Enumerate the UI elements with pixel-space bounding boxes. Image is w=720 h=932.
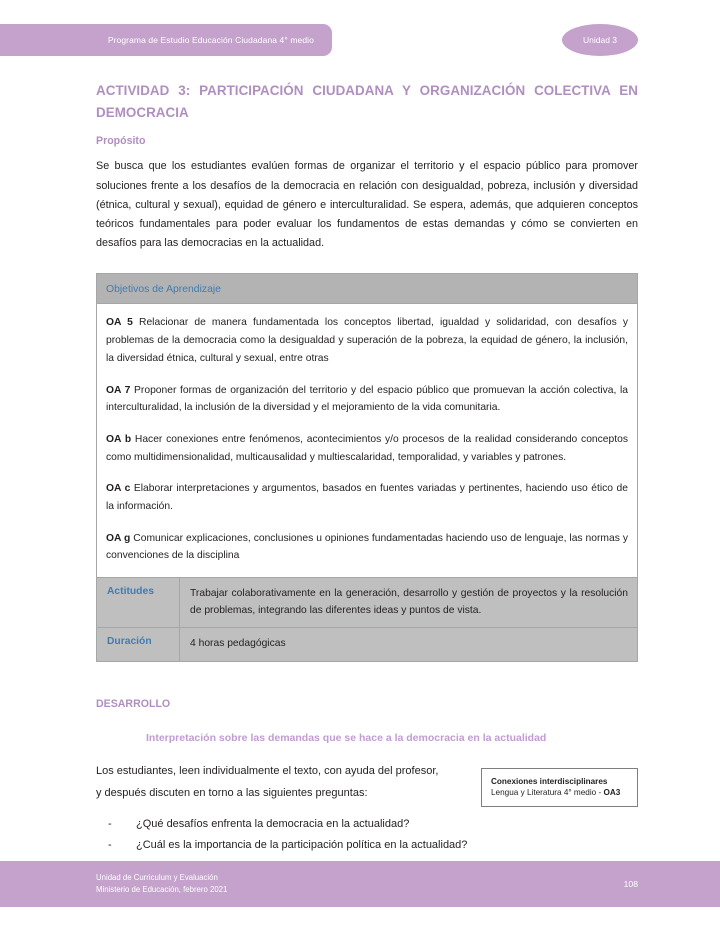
objective-item: [106, 382, 628, 417]
bullet-dash: -: [108, 817, 112, 830]
document-content: [96, 80, 638, 856]
objective-text: Elaborar interpretaciones y argumentos, basados en fuentes variadas y pertinentes, haciendo uso ético de la información.: [106, 483, 628, 513]
development-body: [96, 760, 638, 857]
actitudes-label: Actitudes: [97, 578, 180, 627]
connections-box: [481, 768, 638, 807]
objective-text: Hacer conexiones entre fenómenos, acontecimientos y/o procesos de la realidad considerando conceptos como multidimensionalidad, multicausalidad y multiescalaridad, temporalidad, y variables y patrones.: [106, 433, 628, 463]
footer-line-1: Unidad de Curriculum y Evaluación: [96, 872, 218, 882]
table-row-duracion: [97, 627, 637, 660]
objective-code: OA b: [106, 433, 132, 445]
question-text: ¿Cuál es la importancia de la participación política en la actualidad?: [136, 839, 468, 851]
objective-item: [106, 431, 628, 466]
connections-box-title: Conexiones interdisciplinares: [491, 776, 608, 786]
unit-badge: [562, 24, 638, 56]
objectives-table: [96, 273, 638, 661]
unit-badge-label: Unidad 3: [582, 35, 618, 45]
activity-title: ACTIVIDAD 3: PARTICIPACIÓN CIUDADANA Y ORGANIZACIÓN COLECTIVA EN DEMOCRACIA: [96, 83, 638, 120]
list-item: [96, 835, 638, 856]
objective-text: Comunicar explicaciones, conclusiones u opiniones fundamentadas haciendo uso de lenguaje, las normas y convenciones de la disciplina: [106, 532, 628, 562]
objective-item: [106, 314, 628, 367]
duracion-value: 4 horas pedagógicas: [190, 638, 286, 650]
objective-text: Proponer formas de organización del territorio y del espacio público que promuevan la acción colectiva, la interculturalidad, la inclusión de la diversidad y el mejoramiento de la vida comunitaria.: [106, 384, 628, 414]
page-footer: [0, 861, 720, 907]
connections-box-subject: [491, 788, 629, 797]
objectives-table-header-label: Objetivos de Aprendizaje: [106, 284, 221, 296]
footer-line-2: Ministerio de Educación, febrero 2021: [96, 885, 228, 894]
program-header-band: [0, 24, 332, 56]
actitudes-value: Trabajar colaborativamente en la generación, desarrollo y gestión de proyectos y la resolución de problemas, integrando las diferentes ideas y puntos de vista.: [190, 588, 628, 616]
objective-code: OA c: [106, 483, 131, 495]
objective-code: OA g: [106, 532, 131, 544]
objectives-list: [97, 304, 637, 577]
development-intro-line-2: y después discuten en torno a las siguientes preguntas:: [96, 786, 368, 799]
table-row-actitudes: [97, 577, 637, 627]
program-header-label: Programa de Estudio Educación Ciudadana 4° medio: [107, 35, 314, 45]
connections-subject-text: Lengua y Literatura 4° medio -: [491, 787, 604, 797]
objective-text: Relacionar de manera fundamentada los conceptos libertad, igualdad y solidaridad, con desafíos y problemas de la democracia como la desigualdad y superación de la pobreza, la equidad de género, la inclusión, la diversidad étnica, cultural y sexual, entre otras: [106, 317, 628, 364]
objective-code: OA 7: [106, 384, 131, 396]
page-number: 108: [623, 879, 638, 889]
bullet-dash: -: [108, 839, 112, 851]
objective-code: OA 5: [106, 317, 133, 329]
objective-item: [106, 530, 628, 565]
duracion-label: Duración: [97, 628, 180, 660]
purpose-label: Propósito: [96, 135, 146, 148]
purpose-paragraph: Se busca que los estudiantes evalúen formas de organizar el territorio y el espacio público para promover soluciones frente a los desafíos de la democracia en relación con desigualdad, pobreza, inclusión y diversidad (étnica, cultural y sexual), equidad de género e interculturalidad. Se espera, además, que adquieren conceptos teóricos fundamentales para poder evaluar los fundamentos de estas demandas y cómo se convierten en desafíos para las democracias en la actualidad.: [96, 160, 638, 250]
development-intro-line-1: Los estudiantes, leen individualmente el texto, con ayuda del profesor,: [96, 764, 439, 777]
question-text: ¿Qué desafíos enfrenta la democracia en la actualidad?: [136, 817, 410, 830]
development-section-label: DESARROLLO: [96, 697, 171, 710]
list-item: [96, 814, 638, 835]
footer-text: [96, 872, 624, 896]
questions-list: [96, 814, 638, 857]
connections-oa-code: OA3: [603, 787, 621, 797]
objective-item: [106, 480, 628, 515]
development-subtitle: Interpretación sobre las demandas que se hace a la democracia en la actualidad: [146, 731, 547, 744]
objectives-table-header: [97, 274, 637, 304]
